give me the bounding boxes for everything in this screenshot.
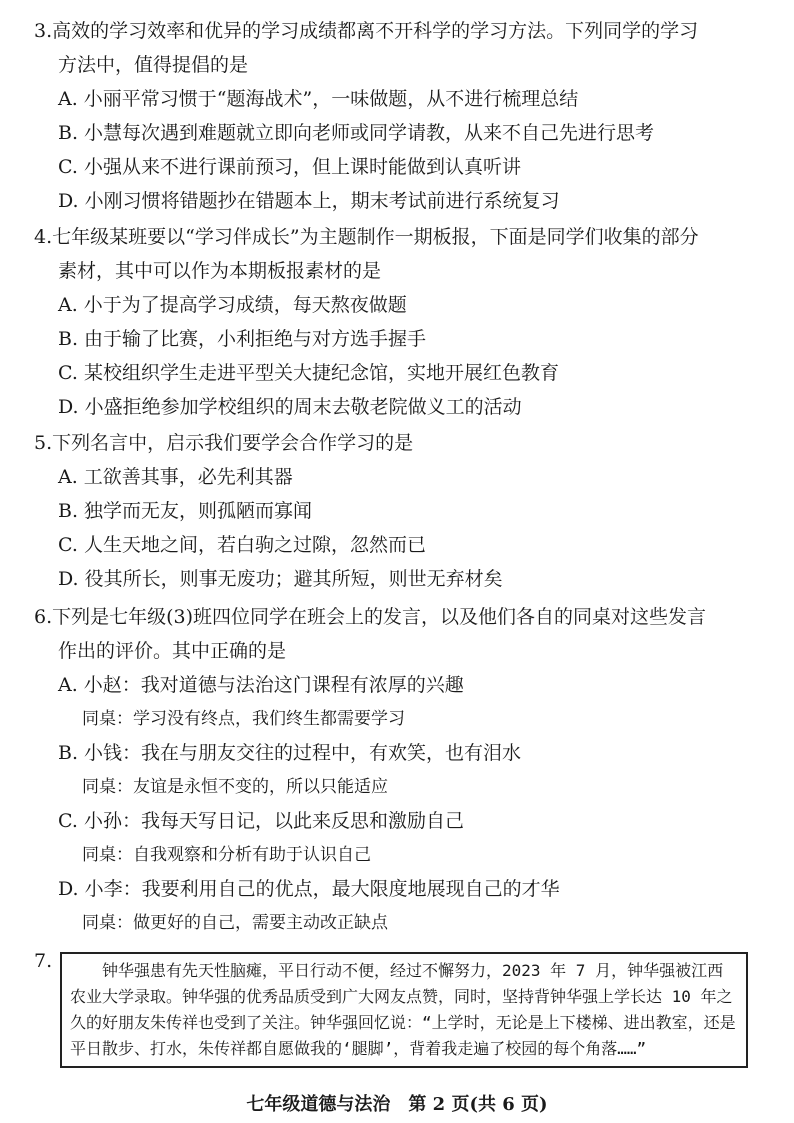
option-a: A. 小丽平常习惯于“题海战术”，一味做题，从不进行梳理总结 (58, 88, 579, 110)
deskmate-reply-d: 同桌：做更好的自己，需要主动改正缺点 (82, 913, 388, 933)
question-stem: 3.高效的学习效率和优异的学习成绩都离不开科学的学习方法。下列同学的学习 (34, 20, 699, 42)
question-stem: 5.下列名言中，启示我们要学会合作学习的是 (34, 432, 414, 454)
question-7-number: 7. (34, 950, 53, 972)
question-5 (34, 426, 764, 596)
option-b: B. 由于输了比赛，小利拒绝与对方选手握手 (58, 328, 427, 350)
option-c: C. 小孙：我每天写日记，以此来反思和激励自己 (58, 810, 464, 832)
question-stem-continued: 方法中，值得提倡的是 (58, 54, 249, 76)
option-d: D. 役其所长，则事无废功；避其所短，则世无弃材矣 (58, 568, 503, 590)
question-stem-continued: 素材，其中可以作为本期板报素材的是 (58, 260, 382, 282)
option-d: D. 小盛拒绝参加学校组织的周末去敬老院做义工的活动 (58, 396, 522, 418)
option-b: B. 独学而无友，则孤陋而寡闻 (58, 500, 313, 522)
page-footer: 七年级道德与法治 第 2 页(共 6 页) (246, 1094, 548, 1115)
option-b: B. 小慧每次遇到难题就立即向老师或同学请教，从来不自己先进行思考 (58, 122, 655, 144)
deskmate-reply-a: 同桌：学习没有终点，我们终生都需要学习 (82, 709, 405, 729)
option-a: A. 小于为了提高学习成绩，每天熬夜做题 (58, 294, 407, 316)
material-box: 钟华强患有先天性脑瘫，平日行动不便，经过不懈努力，2023 年 7 月，钟华强被江西农业大学录取。钟华强的优秀品质受到广大网友点赞，同时，坚持背钟华强上学长达 10 年之久的好朋友朱传祥也受到了关注。钟华强回忆说：“上学时，无论是上下楼梯、进出教室，还是平日散步、打水，朱传祥都自愿做我的‘腿脚’，背着我走遍了校园的每个角落……” (60, 952, 748, 1068)
option-c: C. 小强从来不进行课前预习，但上课时能做到认真听讲 (58, 156, 521, 178)
question-3 (34, 14, 764, 218)
question-4 (34, 220, 764, 424)
question-stem: 4.七年级某班要以“学习伴成长”为主题制作一期板报，下面是同学们收集的部分 (34, 226, 699, 248)
option-d: D. 小李：我要利用自己的优点，最大限度地展现自己的才华 (58, 878, 560, 900)
question-6 (34, 600, 764, 940)
deskmate-reply-c: 同桌：自我观察和分析有助于认识自己 (82, 845, 371, 865)
option-c: C. 某校组织学生走进平型关大捷纪念馆，实地开展红色教育 (58, 362, 559, 384)
option-c: C. 人生天地之间，若白驹之过隙，忽然而已 (58, 534, 426, 556)
question-stem: 6.下列是七年级(3)班四位同学在班会上的发言，以及他们各自的同桌对这些发言 (34, 606, 707, 628)
option-a: A. 工欲善其事，必先利其器 (58, 466, 293, 488)
deskmate-reply-b: 同桌：友谊是永恒不变的，所以只能适应 (82, 777, 388, 797)
option-a: A. 小赵：我对道德与法治这门课程有浓厚的兴趣 (58, 674, 464, 696)
option-b: B. 小钱：我在与朋友交往的过程中，有欢笑，也有泪水 (58, 742, 522, 764)
question-stem-continued: 作出的评价。其中正确的是 (58, 640, 287, 662)
option-d: D. 小刚习惯将错题抄在错题本上，期末考试前进行系统复习 (58, 190, 560, 212)
